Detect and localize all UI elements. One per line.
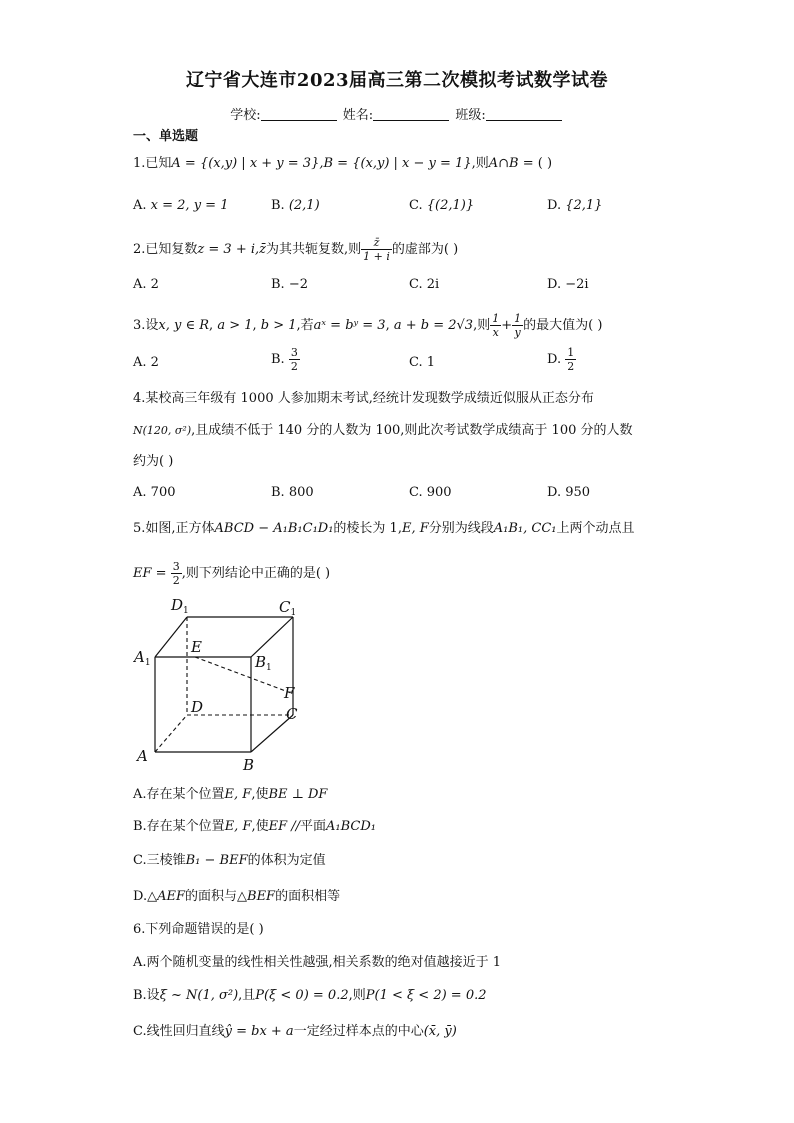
q5-text: 5.如图,正方体 [133,521,215,536]
q5-text-2: 的棱长为 1, [333,521,402,536]
q2-option-a[interactable]: A. 2 [133,277,159,292]
q2-zbar: z̄ [259,242,266,257]
q5-ef-length: EF = [133,566,167,581]
question-2-stem [133,236,458,263]
q1-answer-paren: ( ) [537,156,553,171]
q6-option-c[interactable]: C.线性回归直线ŷ = bx + a一定经过样本点的中心(x̄, ȳ) [133,1024,457,1039]
q2-option-b[interactable]: B. −2 [271,277,308,292]
q5-segments: A₁B₁, CC₁ [493,521,557,536]
school-blank[interactable] [261,106,337,121]
student-info-line [0,104,794,123]
label-c1: $C_1$ [279,598,297,618]
q3-text-3: ,则 [473,318,491,333]
name-blank[interactable] [373,106,449,121]
q2-text: 2.已知复数 [133,242,198,257]
label-d1: $D_1$ [171,596,189,616]
label-b: B [243,756,255,774]
q3-a: a > 1 [217,318,253,333]
question-4-line-3: 约为( ) [133,454,174,469]
hidden-edge-ad [155,715,187,752]
name-label: 姓名: [342,108,374,123]
q2-option-d[interactable]: D. −2i [547,277,589,292]
question-3-stem: 3.设x, y ∈ R, a > 1, b > 1,若aˣ = bʸ = 3, a + b = 2√3,则 $\frac{1}{x}$ + $\frac{1}{y}$ 的最大值为( ) [133,312,603,339]
q5-option-c[interactable]: C.三棱锥B₁ − BEF的体积为定值 [133,853,326,868]
q3-text-2: ,若 [296,318,314,333]
segment-ef [195,657,291,693]
q4-option-c[interactable]: C. 900 [409,485,452,500]
question-2-options [133,277,693,297]
question-3-options [133,346,693,373]
school-label: 学校: [230,108,261,123]
q3-b: b > 1 [260,318,297,333]
label-c: C [286,705,298,723]
class-blank[interactable] [486,106,562,121]
q6-option-b[interactable]: B.设ξ ~ N(1, σ²),且P(ξ < 0) = 0.2,则P(1 < ξ < 2) = 0.2 [133,988,487,1003]
q1-set-b: B = {(x,y) | x − y = 1} [323,156,472,171]
q2-option-c[interactable]: C. 2i [409,277,440,292]
page-title: 辽宁省大连市2023届高三第二次模拟考试数学试卷 [185,70,609,91]
q4-option-b[interactable]: B. 800 [271,485,314,500]
q5-text-5: ,则下列结论中正确的是( ) [181,566,331,581]
question-5-line-2 [133,560,330,587]
question-4-line-2 [133,422,633,440]
label-d: D [191,698,204,716]
q3-frac-x: $\frac{1}{x}$ [492,312,500,339]
label-a1: $A_1$ [134,648,151,668]
q1-expr: A∩B = [488,156,534,171]
q5-option-b[interactable]: B.存在某个位置E, F,使EF //平面A₁BCD₁ [133,819,377,834]
question-1-stem [133,155,552,173]
q4-option-a[interactable]: A. 700 [133,485,176,500]
q1-option-a[interactable]: A. x = 2, y = 1 [133,198,229,213]
q1-option-d[interactable]: D. {2,1} [547,198,603,213]
q5-ef: E, F [401,521,429,536]
q3-xy: x, y ∈ R [158,318,210,333]
q3-eq1: aˣ = bʸ = 3 [313,318,386,333]
q3-text: 3.设 [133,318,159,333]
q1-text: 1.已知 [133,156,172,171]
q5-fraction: $\frac{3}{2}$ [172,560,180,587]
label-b1: $B_1$ [255,653,272,673]
q2-text-2: 为其共轭复数,则 [266,242,362,257]
q3-eq2: a + b = 2√3 [393,318,474,333]
q4-text-2: ,且成绩不低于 140 分的人数为 100,则此次考试数学成绩高于 100 分的人数 [191,423,633,438]
q2-z: z = 3 + i, [197,242,260,257]
edge-b1c1 [251,617,293,657]
q3-option-c[interactable]: C. 1 [409,355,436,370]
q2-text-3: 的虚部为( ) [391,242,459,257]
question-1-options [133,198,693,218]
label-f: F [284,684,295,702]
label-e: E [191,638,202,656]
q5-option-a[interactable]: A.存在某个位置E, F,使BE ⊥ DF [133,787,328,802]
question-6-stem: 6.下列命题错误的是( ) [133,922,264,937]
label-a: A [137,747,148,765]
question-4-options [133,485,693,505]
question-4-line-1: 4.某校高三年级有 1000 人参加期末考试,经统计发现数学成绩近似服从正态分布 [133,391,594,406]
question-5-line-1 [133,520,635,538]
q3-text-4: 的最大值为( ) [523,318,603,333]
q3-frac-y: $\frac{1}{y}$ [514,312,522,339]
q4-option-d[interactable]: D. 950 [547,485,591,500]
q5-text-4: 上两个动点且 [556,521,635,536]
q3-option-d[interactable]: D. $\frac{1}{2}$ [547,346,575,373]
q5-text-3: 分别为线段 [428,521,494,536]
q3-option-b[interactable]: B. $\frac{3}{2}$ [271,346,298,373]
cube-diagram [133,595,333,775]
q1-option-c[interactable]: C. {(2,1)} [409,198,475,213]
edge-a1d1 [155,617,187,657]
q6-option-a[interactable]: A.两个随机变量的线性相关性越强,相关系数的绝对值越接近于 1 [133,955,502,970]
class-label: 班级: [455,108,486,123]
q2-fraction: $\frac{z̄}{1 + i}$ [363,236,390,263]
section-heading: 一、单选题 [133,129,199,144]
q1-option-b[interactable]: B. (2,1) [271,198,320,213]
q4-distribution: N(120, σ²) [133,424,192,437]
q5-cube-name: ABCD − A₁B₁C₁D₁ [214,521,334,536]
q3-option-a[interactable]: A. 2 [133,355,159,370]
q1-set-a: A = {(x,y) | x + y = 3}, [171,156,324,171]
q1-text-2: ,则 [471,156,489,171]
q5-option-d[interactable]: D.△AEF的面积与△BEF的面积相等 [133,889,341,904]
